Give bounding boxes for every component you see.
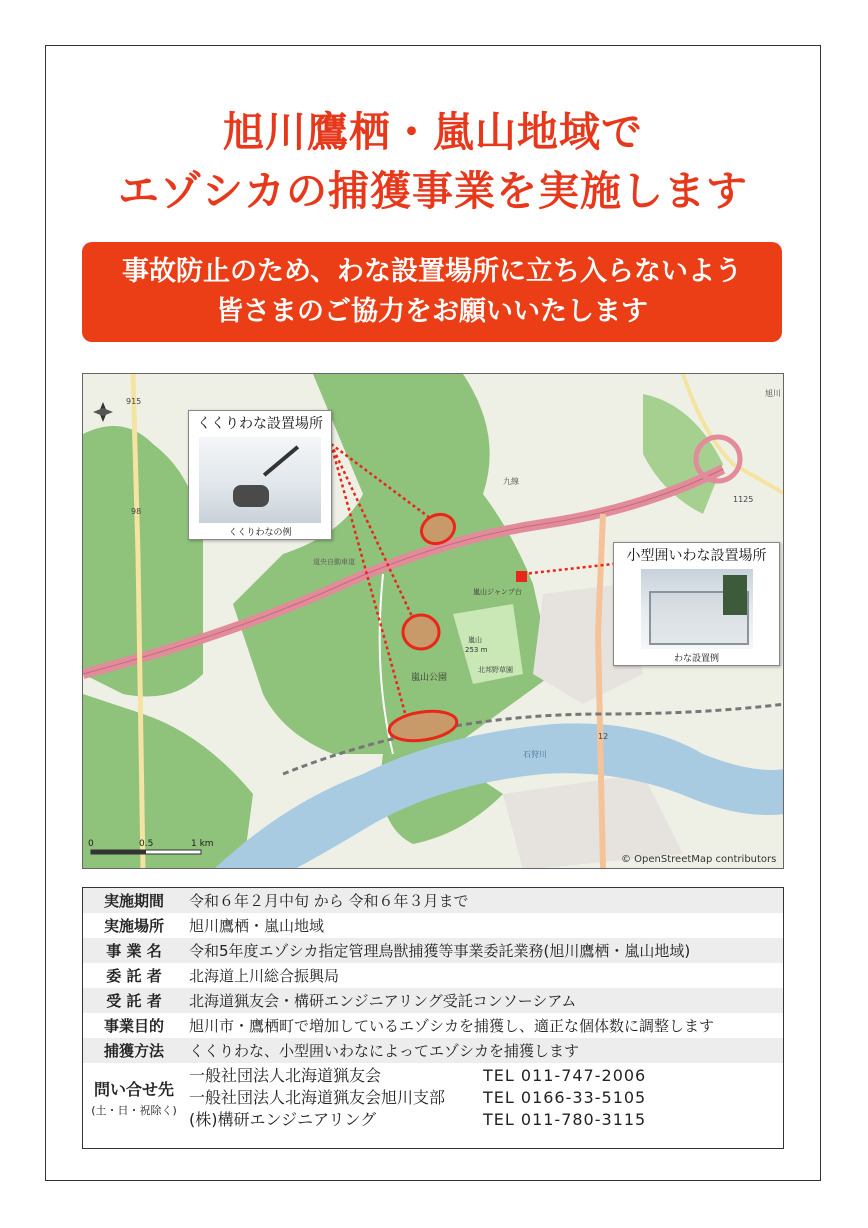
contact-phone[interactable]: TEL 011-780-3115 <box>483 1110 647 1129</box>
banner-line-1: 事故防止のため、わな設置場所に立ち入らないよう <box>122 256 742 287</box>
snare-trap-caption: くくりわなの例 <box>228 528 292 538</box>
scale-bar-segment <box>91 850 146 854</box>
map-label-town: 旭川 <box>765 389 781 398</box>
map-label-route-915: 915 <box>126 397 142 406</box>
trap-site-ellipse <box>403 615 439 649</box>
box-trap-caption: わな設置例 <box>673 654 719 664</box>
map-label-park: 嵐山公園 <box>411 673 448 683</box>
info-row-period <box>83 888 783 913</box>
contact-line <box>189 1065 646 1087</box>
info-value: 北海道上川総合振興局 <box>189 967 340 985</box>
info-row-method <box>83 1038 783 1063</box>
contact-lines <box>185 1063 646 1131</box>
info-label: 実施期間 <box>103 892 164 910</box>
map-label-elevation: 253 m <box>465 646 488 654</box>
contact-org: 一般社団法人北海道猟友会 <box>189 1066 382 1085</box>
contact-line <box>189 1109 646 1131</box>
info-label: 受 託 者 <box>106 992 162 1010</box>
snare-trap-title: くくりわな設置場所 <box>197 416 323 432</box>
info-label: 実施場所 <box>103 917 164 935</box>
info-label: 事 業 名 <box>106 942 162 960</box>
contact-line <box>189 1087 646 1109</box>
info-label: 捕獲方法 <box>103 1042 164 1060</box>
contact-phone[interactable]: TEL 0166-33-5105 <box>483 1088 647 1107</box>
map-label-expressway: 道央自動車道 <box>313 558 355 566</box>
scale-label-0: 0 <box>88 839 94 849</box>
map-label-district: 九線 <box>503 477 519 486</box>
snare-trap-callout <box>188 410 332 540</box>
map-label-route-1125: 1125 <box>733 495 754 504</box>
info-value: 北海道猟友会・構研エンジニアリング受託コンソーシアム <box>189 992 577 1010</box>
map-label-mountain: 嵐山 <box>468 636 482 644</box>
info-row-project-name <box>83 938 783 963</box>
info-row-location <box>83 913 783 938</box>
map-label-river: 石狩川 <box>523 750 547 759</box>
info-value: くくりわな、小型囲いわなによってエゾシカを捕獲します <box>189 1042 580 1060</box>
map-label-jump: 嵐山ジャンプ台 <box>473 588 522 596</box>
map-label-route-12: 12 <box>598 732 609 741</box>
map-label-kitanoyama: 北邦野草園 <box>478 666 513 674</box>
info-value: 令和６年２月中旬 から 令和６年３月まで <box>189 892 469 910</box>
contact-org: (株)構研エンジニアリング <box>189 1110 377 1129</box>
box-trap-photo <box>641 569 753 649</box>
map-attribution: © OpenStreetMap contributors <box>621 854 777 865</box>
box-trap-callout <box>613 542 780 666</box>
info-row-contact <box>83 1063 783 1131</box>
contact-org: 一般社団法人北海道猟友会旭川支部 <box>189 1088 446 1107</box>
info-label: 事業目的 <box>103 1017 164 1035</box>
info-row-client <box>83 963 783 988</box>
box-trap-marker <box>516 571 527 582</box>
trap-location-map <box>82 373 784 869</box>
info-value: 旭川鷹栖・嵐山地域 <box>189 917 325 935</box>
banner-line-2: 皆さまのご協力をお願いいたします <box>216 296 648 327</box>
title-line-2: エゾシカの捕獲事業を実施します <box>118 167 748 215</box>
project-info-table <box>82 887 784 1149</box>
box-trap-title: 小型囲いわな設置場所 <box>626 548 767 564</box>
info-value: 旭川市・鷹栖町で増加しているエゾシカを捕獲し、適正な個体数に調整します <box>189 1017 715 1035</box>
scale-label-1km: 1 km <box>191 839 214 849</box>
info-value: 令和5年度エゾシカ指定管理鳥獣捕獲等事業委託業務(旭川鷹栖・嵐山地域) <box>189 942 691 960</box>
info-row-contractor <box>83 988 783 1013</box>
title-line-1: 旭川鷹栖・嵐山地域で <box>223 108 643 156</box>
contact-label-cell <box>83 1063 185 1131</box>
info-label: 委 託 者 <box>106 967 162 985</box>
warning-banner <box>82 242 782 342</box>
scale-label-half: 0.5 <box>139 839 154 849</box>
snare-trap-photo <box>199 437 321 523</box>
map-label-route-98: 98 <box>131 507 142 516</box>
contact-hours-note: (土・日・祝除く) <box>91 1103 177 1117</box>
contact-phone[interactable]: TEL 011-747-2006 <box>483 1066 647 1085</box>
contact-label: 問い合せ先 <box>93 1079 174 1099</box>
info-row-purpose <box>83 1013 783 1038</box>
